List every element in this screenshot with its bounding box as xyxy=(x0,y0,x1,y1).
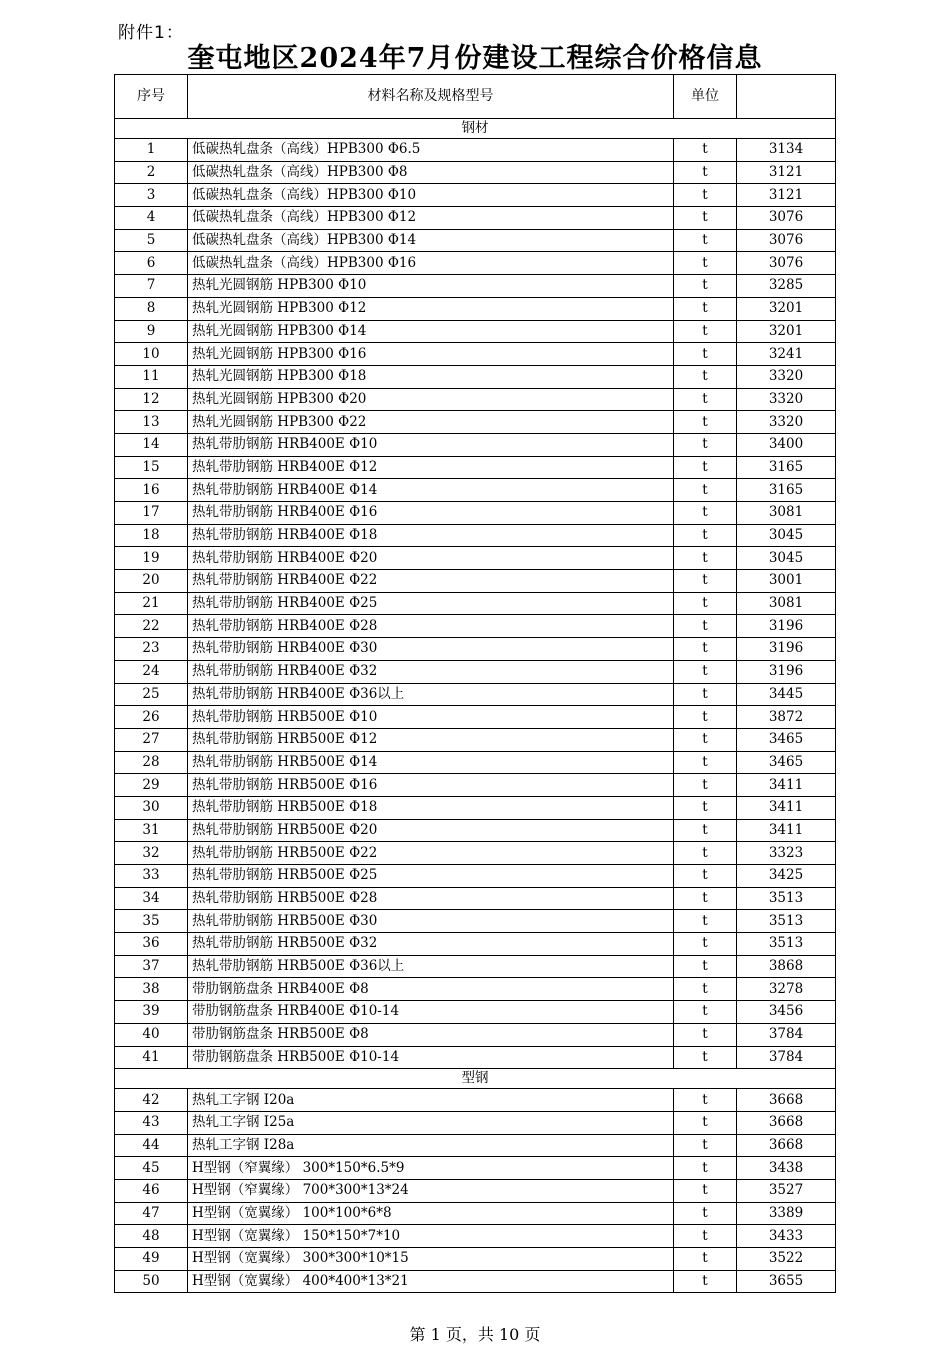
table-body xyxy=(115,119,836,1293)
cell-price: 3196 xyxy=(737,638,836,661)
cell-name: 热轧带肋钢筋 HRB500E Φ14 xyxy=(188,751,674,774)
cell-price: 3196 xyxy=(737,660,836,683)
cell-price: 3196 xyxy=(737,615,836,638)
table-row xyxy=(115,275,836,298)
table-row xyxy=(115,638,836,661)
cell-price: 3165 xyxy=(737,456,836,479)
cell-name: 带肋钢筋盘条 HRB500E Φ8 xyxy=(188,1023,674,1046)
cell-name: 低碳热轧盘条（高线）HPB300 Φ6.5 xyxy=(188,139,674,162)
cell-name: 热轧工字钢 I25a xyxy=(188,1111,674,1134)
cell-unit: t xyxy=(674,524,737,547)
cell-price: 3076 xyxy=(737,207,836,230)
cell-no: 30 xyxy=(115,796,188,819)
cell-name: 热轧光圆钢筋 HPB300 Φ10 xyxy=(188,275,674,298)
cell-unit: t xyxy=(674,796,737,819)
cell-no: 48 xyxy=(115,1225,188,1248)
table-row xyxy=(115,433,836,456)
cell-no: 13 xyxy=(115,411,188,434)
cell-price: 3320 xyxy=(737,411,836,434)
cell-no: 21 xyxy=(115,592,188,615)
section-label: 型钢 xyxy=(115,1069,836,1089)
cell-unit: t xyxy=(674,184,737,207)
cell-unit: t xyxy=(674,865,737,888)
table-row xyxy=(115,887,836,910)
cell-no: 42 xyxy=(115,1089,188,1112)
cell-no: 3 xyxy=(115,184,188,207)
cell-no: 12 xyxy=(115,388,188,411)
table-row xyxy=(115,1270,836,1293)
cell-unit: t xyxy=(674,411,737,434)
cell-unit: t xyxy=(674,456,737,479)
cell-unit: t xyxy=(674,819,737,842)
cell-no: 7 xyxy=(115,275,188,298)
cell-name: 低碳热轧盘条（高线）HPB300 Φ14 xyxy=(188,229,674,252)
cell-unit: t xyxy=(674,1157,737,1180)
table-row xyxy=(115,1089,836,1112)
cell-no: 23 xyxy=(115,638,188,661)
cell-unit: t xyxy=(674,1270,737,1293)
cell-name: 热轧带肋钢筋 HRB400E Φ22 xyxy=(188,570,674,593)
cell-name: 热轧带肋钢筋 HRB400E Φ14 xyxy=(188,479,674,502)
cell-price: 3527 xyxy=(737,1179,836,1202)
cell-name: 热轧光圆钢筋 HPB300 Φ20 xyxy=(188,388,674,411)
cell-price: 3513 xyxy=(737,910,836,933)
cell-unit: t xyxy=(674,955,737,978)
cell-name: 带肋钢筋盘条 HRB400E Φ10-14 xyxy=(188,1001,674,1024)
cell-price: 3513 xyxy=(737,933,836,956)
cell-no: 8 xyxy=(115,297,188,320)
cell-price: 3655 xyxy=(737,1270,836,1293)
cell-unit: t xyxy=(674,1248,737,1271)
page-footer: 第 1 页，共 10 页 xyxy=(409,1325,541,1344)
cell-price: 3201 xyxy=(737,320,836,343)
cell-price: 3165 xyxy=(737,479,836,502)
table-row xyxy=(115,1179,836,1202)
cell-price: 3076 xyxy=(737,252,836,275)
cell-name: 热轧带肋钢筋 HRB500E Φ12 xyxy=(188,728,674,751)
cell-name: 热轧带肋钢筋 HRB500E Φ30 xyxy=(188,910,674,933)
cell-unit: t xyxy=(674,683,737,706)
cell-name: 热轧带肋钢筋 HRB500E Φ36以上 xyxy=(188,955,674,978)
table-row xyxy=(115,139,836,162)
cell-unit: t xyxy=(674,365,737,388)
cell-no: 5 xyxy=(115,229,188,252)
cell-name: 热轧带肋钢筋 HRB400E Φ18 xyxy=(188,524,674,547)
cell-no: 47 xyxy=(115,1202,188,1225)
cell-name: 热轧带肋钢筋 HRB400E Φ30 xyxy=(188,638,674,661)
cell-no: 11 xyxy=(115,365,188,388)
cell-unit: t xyxy=(674,774,737,797)
cell-unit: t xyxy=(674,728,737,751)
attachment-label: 附件1： xyxy=(118,23,184,43)
cell-name: 带肋钢筋盘条 HRB400E Φ8 xyxy=(188,978,674,1001)
cell-price: 3323 xyxy=(737,842,836,865)
cell-price: 3081 xyxy=(737,502,836,525)
cell-unit: t xyxy=(674,706,737,729)
table-row xyxy=(115,547,836,570)
cell-no: 22 xyxy=(115,615,188,638)
cell-unit: t xyxy=(674,343,737,366)
cell-price: 3076 xyxy=(737,229,836,252)
cell-unit: t xyxy=(674,910,737,933)
table-row xyxy=(115,229,836,252)
cell-price: 3522 xyxy=(737,1248,836,1271)
table-row xyxy=(115,297,836,320)
cell-unit: t xyxy=(674,1202,737,1225)
cell-unit: t xyxy=(674,638,737,661)
cell-unit: t xyxy=(674,139,737,162)
cell-no: 46 xyxy=(115,1179,188,1202)
cell-price: 3201 xyxy=(737,297,836,320)
cell-price: 3425 xyxy=(737,865,836,888)
section-row xyxy=(115,1069,836,1089)
cell-no: 40 xyxy=(115,1023,188,1046)
cell-unit: t xyxy=(674,297,737,320)
cell-name: 热轧带肋钢筋 HRB500E Φ32 xyxy=(188,933,674,956)
cell-name: 热轧光圆钢筋 HPB300 Φ18 xyxy=(188,365,674,388)
header-unit: 单位 xyxy=(674,75,737,119)
cell-no: 19 xyxy=(115,547,188,570)
cell-price: 3445 xyxy=(737,683,836,706)
cell-price: 3121 xyxy=(737,161,836,184)
cell-price: 3433 xyxy=(737,1225,836,1248)
table-row xyxy=(115,479,836,502)
header-no: 序号 xyxy=(115,75,188,119)
cell-name: 热轧带肋钢筋 HRB500E Φ22 xyxy=(188,842,674,865)
table-row xyxy=(115,592,836,615)
header-price xyxy=(737,75,836,119)
cell-unit: t xyxy=(674,1225,737,1248)
cell-price: 3045 xyxy=(737,524,836,547)
cell-unit: t xyxy=(674,933,737,956)
cell-no: 20 xyxy=(115,570,188,593)
cell-name: 热轧带肋钢筋 HRB400E Φ20 xyxy=(188,547,674,570)
cell-no: 9 xyxy=(115,320,188,343)
cell-price: 3456 xyxy=(737,1001,836,1024)
cell-no: 41 xyxy=(115,1046,188,1069)
cell-unit: t xyxy=(674,502,737,525)
cell-name: H型钢（宽翼缘） 300*300*10*15 xyxy=(188,1248,674,1271)
cell-unit: t xyxy=(674,1046,737,1069)
cell-name: H型钢（宽翼缘） 100*100*6*8 xyxy=(188,1202,674,1225)
cell-no: 36 xyxy=(115,933,188,956)
table-row xyxy=(115,706,836,729)
table-row xyxy=(115,502,836,525)
table-row xyxy=(115,524,836,547)
cell-no: 15 xyxy=(115,456,188,479)
cell-unit: t xyxy=(674,252,737,275)
cell-unit: t xyxy=(674,978,737,1001)
table-row xyxy=(115,320,836,343)
cell-unit: t xyxy=(674,479,737,502)
cell-price: 3320 xyxy=(737,388,836,411)
table-row xyxy=(115,1001,836,1024)
table-row xyxy=(115,411,836,434)
cell-no: 38 xyxy=(115,978,188,1001)
cell-unit: t xyxy=(674,1089,737,1112)
table-row xyxy=(115,933,836,956)
cell-unit: t xyxy=(674,207,737,230)
table-row xyxy=(115,1248,836,1271)
cell-price: 3121 xyxy=(737,184,836,207)
cell-no: 32 xyxy=(115,842,188,865)
table-row xyxy=(115,615,836,638)
cell-unit: t xyxy=(674,1179,737,1202)
cell-unit: t xyxy=(674,1001,737,1024)
cell-price: 3389 xyxy=(737,1202,836,1225)
cell-unit: t xyxy=(674,547,737,570)
cell-price: 3668 xyxy=(737,1134,836,1157)
page-title: 奎屯地区2024年7月份建设工程综合价格信息 xyxy=(187,43,763,74)
cell-unit: t xyxy=(674,161,737,184)
cell-price: 3465 xyxy=(737,751,836,774)
cell-price: 3868 xyxy=(737,955,836,978)
cell-no: 44 xyxy=(115,1134,188,1157)
cell-price: 3411 xyxy=(737,819,836,842)
cell-no: 25 xyxy=(115,683,188,706)
table-row xyxy=(115,978,836,1001)
cell-no: 28 xyxy=(115,751,188,774)
table-row xyxy=(115,683,836,706)
cell-unit: t xyxy=(674,570,737,593)
cell-name: 热轧带肋钢筋 HRB500E Φ16 xyxy=(188,774,674,797)
cell-unit: t xyxy=(674,1134,737,1157)
section-label: 钢材 xyxy=(115,119,836,139)
cell-name: 热轧带肋钢筋 HRB400E Φ16 xyxy=(188,502,674,525)
table-row xyxy=(115,1111,836,1134)
header-name: 材料名称及规格型号 xyxy=(188,75,674,119)
cell-price: 3465 xyxy=(737,728,836,751)
cell-unit: t xyxy=(674,433,737,456)
cell-no: 17 xyxy=(115,502,188,525)
table-row xyxy=(115,819,836,842)
cell-unit: t xyxy=(674,1111,737,1134)
table-row xyxy=(115,207,836,230)
cell-no: 26 xyxy=(115,706,188,729)
table-row xyxy=(115,774,836,797)
cell-no: 18 xyxy=(115,524,188,547)
cell-price: 3285 xyxy=(737,275,836,298)
cell-no: 43 xyxy=(115,1111,188,1134)
table-row xyxy=(115,252,836,275)
cell-price: 3411 xyxy=(737,774,836,797)
price-table xyxy=(114,74,836,1293)
cell-name: H型钢（宽翼缘） 400*400*13*21 xyxy=(188,1270,674,1293)
table-row xyxy=(115,456,836,479)
table-row xyxy=(115,1225,836,1248)
table-row xyxy=(115,796,836,819)
cell-price: 3784 xyxy=(737,1023,836,1046)
cell-unit: t xyxy=(674,751,737,774)
cell-unit: t xyxy=(674,842,737,865)
cell-no: 14 xyxy=(115,433,188,456)
cell-name: 热轧带肋钢筋 HRB400E Φ10 xyxy=(188,433,674,456)
cell-name: 带肋钢筋盘条 HRB500E Φ10-14 xyxy=(188,1046,674,1069)
cell-price: 3134 xyxy=(737,139,836,162)
cell-no: 35 xyxy=(115,910,188,933)
cell-name: 热轧带肋钢筋 HRB500E Φ18 xyxy=(188,796,674,819)
cell-no: 50 xyxy=(115,1270,188,1293)
cell-no: 33 xyxy=(115,865,188,888)
table-row xyxy=(115,1202,836,1225)
cell-name: 热轧光圆钢筋 HPB300 Φ12 xyxy=(188,297,674,320)
table-row xyxy=(115,660,836,683)
table-row xyxy=(115,842,836,865)
cell-name: 热轧带肋钢筋 HRB500E Φ25 xyxy=(188,865,674,888)
cell-price: 3001 xyxy=(737,570,836,593)
table-row xyxy=(115,365,836,388)
cell-unit: t xyxy=(674,229,737,252)
cell-name: 低碳热轧盘条（高线）HPB300 Φ12 xyxy=(188,207,674,230)
cell-name: 热轧带肋钢筋 HRB400E Φ28 xyxy=(188,615,674,638)
cell-unit: t xyxy=(674,275,737,298)
cell-name: 热轧带肋钢筋 HRB400E Φ25 xyxy=(188,592,674,615)
table-header-row xyxy=(115,75,836,119)
cell-unit: t xyxy=(674,388,737,411)
cell-name: 低碳热轧盘条（高线）HPB300 Φ16 xyxy=(188,252,674,275)
cell-no: 29 xyxy=(115,774,188,797)
cell-unit: t xyxy=(674,615,737,638)
table-row xyxy=(115,1157,836,1180)
cell-no: 49 xyxy=(115,1248,188,1271)
cell-price: 3784 xyxy=(737,1046,836,1069)
cell-name: 热轧带肋钢筋 HRB400E Φ32 xyxy=(188,660,674,683)
cell-no: 31 xyxy=(115,819,188,842)
cell-name: 热轧带肋钢筋 HRB400E Φ36以上 xyxy=(188,683,674,706)
cell-no: 27 xyxy=(115,728,188,751)
cell-unit: t xyxy=(674,1023,737,1046)
cell-no: 37 xyxy=(115,955,188,978)
cell-no: 39 xyxy=(115,1001,188,1024)
section-row xyxy=(115,119,836,139)
cell-unit: t xyxy=(674,887,737,910)
cell-no: 2 xyxy=(115,161,188,184)
cell-unit: t xyxy=(674,320,737,343)
table-row xyxy=(115,751,836,774)
cell-name: 热轧工字钢 I28a xyxy=(188,1134,674,1157)
table-row xyxy=(115,1046,836,1069)
table-row xyxy=(115,343,836,366)
cell-unit: t xyxy=(674,592,737,615)
cell-name: H型钢（窄翼缘） 300*150*6.5*9 xyxy=(188,1157,674,1180)
cell-name: 热轧带肋钢筋 HRB500E Φ20 xyxy=(188,819,674,842)
cell-price: 3668 xyxy=(737,1089,836,1112)
cell-name: 热轧光圆钢筋 HPB300 Φ14 xyxy=(188,320,674,343)
cell-name: 热轧工字钢 I20a xyxy=(188,1089,674,1112)
cell-name: 热轧带肋钢筋 HRB500E Φ28 xyxy=(188,887,674,910)
cell-price: 3872 xyxy=(737,706,836,729)
cell-no: 1 xyxy=(115,139,188,162)
cell-name: 热轧光圆钢筋 HPB300 Φ22 xyxy=(188,411,674,434)
cell-name: 低碳热轧盘条（高线）HPB300 Φ8 xyxy=(188,161,674,184)
table-row xyxy=(115,184,836,207)
cell-no: 24 xyxy=(115,660,188,683)
table-row xyxy=(115,570,836,593)
cell-name: H型钢（宽翼缘） 150*150*7*10 xyxy=(188,1225,674,1248)
table-row xyxy=(115,388,836,411)
cell-price: 3400 xyxy=(737,433,836,456)
cell-price: 3411 xyxy=(737,796,836,819)
cell-no: 4 xyxy=(115,207,188,230)
cell-price: 3278 xyxy=(737,978,836,1001)
table-row xyxy=(115,1023,836,1046)
table-row xyxy=(115,161,836,184)
cell-price: 3081 xyxy=(737,592,836,615)
cell-no: 45 xyxy=(115,1157,188,1180)
cell-name: 热轧带肋钢筋 HRB500E Φ10 xyxy=(188,706,674,729)
cell-name: H型钢（窄翼缘） 700*300*13*24 xyxy=(188,1179,674,1202)
cell-unit: t xyxy=(674,660,737,683)
cell-price: 3320 xyxy=(737,365,836,388)
cell-name: 热轧光圆钢筋 HPB300 Φ16 xyxy=(188,343,674,366)
table-row xyxy=(115,955,836,978)
cell-no: 6 xyxy=(115,252,188,275)
cell-price: 3513 xyxy=(737,887,836,910)
cell-name: 热轧带肋钢筋 HRB400E Φ12 xyxy=(188,456,674,479)
table-row xyxy=(115,728,836,751)
table-row xyxy=(115,1134,836,1157)
cell-price: 3668 xyxy=(737,1111,836,1134)
cell-name: 低碳热轧盘条（高线）HPB300 Φ10 xyxy=(188,184,674,207)
cell-price: 3045 xyxy=(737,547,836,570)
cell-price: 3438 xyxy=(737,1157,836,1180)
cell-no: 10 xyxy=(115,343,188,366)
cell-no: 16 xyxy=(115,479,188,502)
table-row xyxy=(115,865,836,888)
cell-no: 34 xyxy=(115,887,188,910)
table-row xyxy=(115,910,836,933)
cell-price: 3241 xyxy=(737,343,836,366)
